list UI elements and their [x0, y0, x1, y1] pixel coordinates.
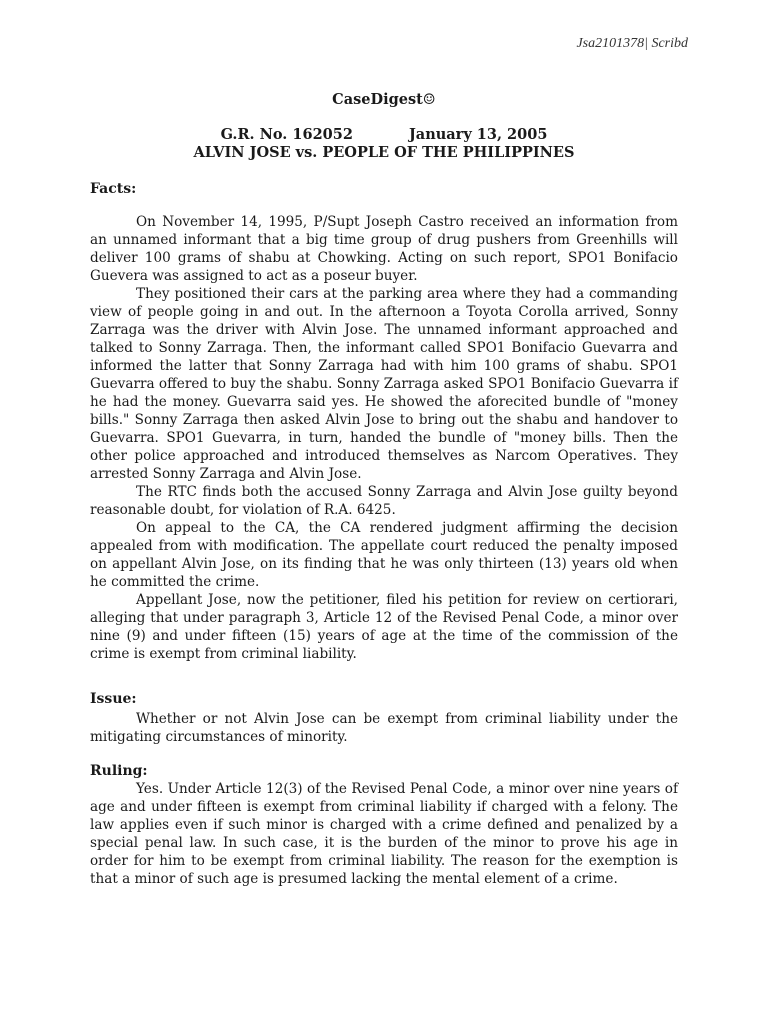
facts-paragraph: On November 14, 1995, P/Supt Joseph Castro received an information from an unnamed informant that a big time group of drug pushers from Greenhills will deliver 100 grams of shabu at Chowking. Acting on such report, SPO1 Bonifacio Guevera was assigned to act as a poseur buyer.: [90, 214, 678, 284]
ruling-heading: Ruling:: [90, 763, 148, 779]
decision-date: January 13, 2005: [408, 126, 548, 143]
facts-paragraph: On appeal to the CA, the CA rendered judgment affirming the decision appealed from with modification. The appellate court reduced the penalty imposed on appellant Alvin Jose, on its finding that he was only thirteen (13) years old when he committed the crime.: [90, 520, 678, 590]
issue-heading: Issue:: [90, 691, 137, 707]
case-reference: [0, 126, 768, 143]
issue-section: [90, 710, 678, 746]
facts-section: [90, 213, 678, 663]
facts-paragraph: They positioned their cars at the parking area where they had a commanding view of people going in and out. In the afternoon a Toyota Corolla arrived, Sonny Zarraga was the driver with Alvin Jose. The unnamed informant approached and talked to Sonny Zarraga. Then, the informant called SPO1 Bonifacio Guevarra and informed the latter that Sonny Zarraga had with him 100 grams of shabu. SPO1 Guevarra offered to buy the shabu. Sonny Zarraga asked SPO1 Bonifacio Guevarra if he had the money. Guevarra said yes. He showed the aforecited bundle of "money bills." Sonny Zarraga then asked Alvin Jose to bring out the shabu and handover to Guevarra. SPO1 Guevarra, in turn, handed the bundle of "money bills. Then the other police approached and introduced themselves as Narcom Operatives. They arrested Sonny Zarraga and Alvin Jose.: [90, 286, 678, 482]
header-note: Jsa2101378| Scribd: [576, 36, 688, 51]
facts-heading: Facts:: [90, 181, 137, 197]
issue-paragraph: Whether or not Alvin Jose can be exempt from criminal liability under the mitigating circumstances of minority.: [90, 711, 678, 745]
facts-paragraph: Appellant Jose, now the petitioner, filed his petition for review on certiorari, alleging that under paragraph 3, Article 12 of the Revised Penal Code, a minor over nine (9) and under fifteen (15) years of age at the time of the commission of the crime is exempt from criminal liability.: [90, 592, 678, 662]
facts-paragraph: The RTC finds both the accused Sonny Zarraga and Alvin Jose guilty beyond reasonable doubt, for violation of R.A. 6425.: [90, 484, 678, 518]
ruling-section: [90, 780, 678, 888]
case-parties: ALVIN JOSE vs. PEOPLE OF THE PHILIPPINES: [193, 144, 575, 161]
gr-number: G.R. No. 162052: [220, 126, 353, 143]
ruling-paragraph: Yes. Under Article 12(3) of the Revised Penal Code, a minor over nine years of age and under fifteen is exempt from criminal liability if charged with a felony. The law applies even if such minor is charged with a crime defined and penalized by a special penal law. In such case, it is the burden of the minor to prove his age in order for him to be exempt from criminal liability. The reason for the exemption is that a minor of such age is presumed lacking the mental element of a crime.: [90, 781, 678, 887]
document-title: CaseDigest☺: [332, 91, 436, 108]
